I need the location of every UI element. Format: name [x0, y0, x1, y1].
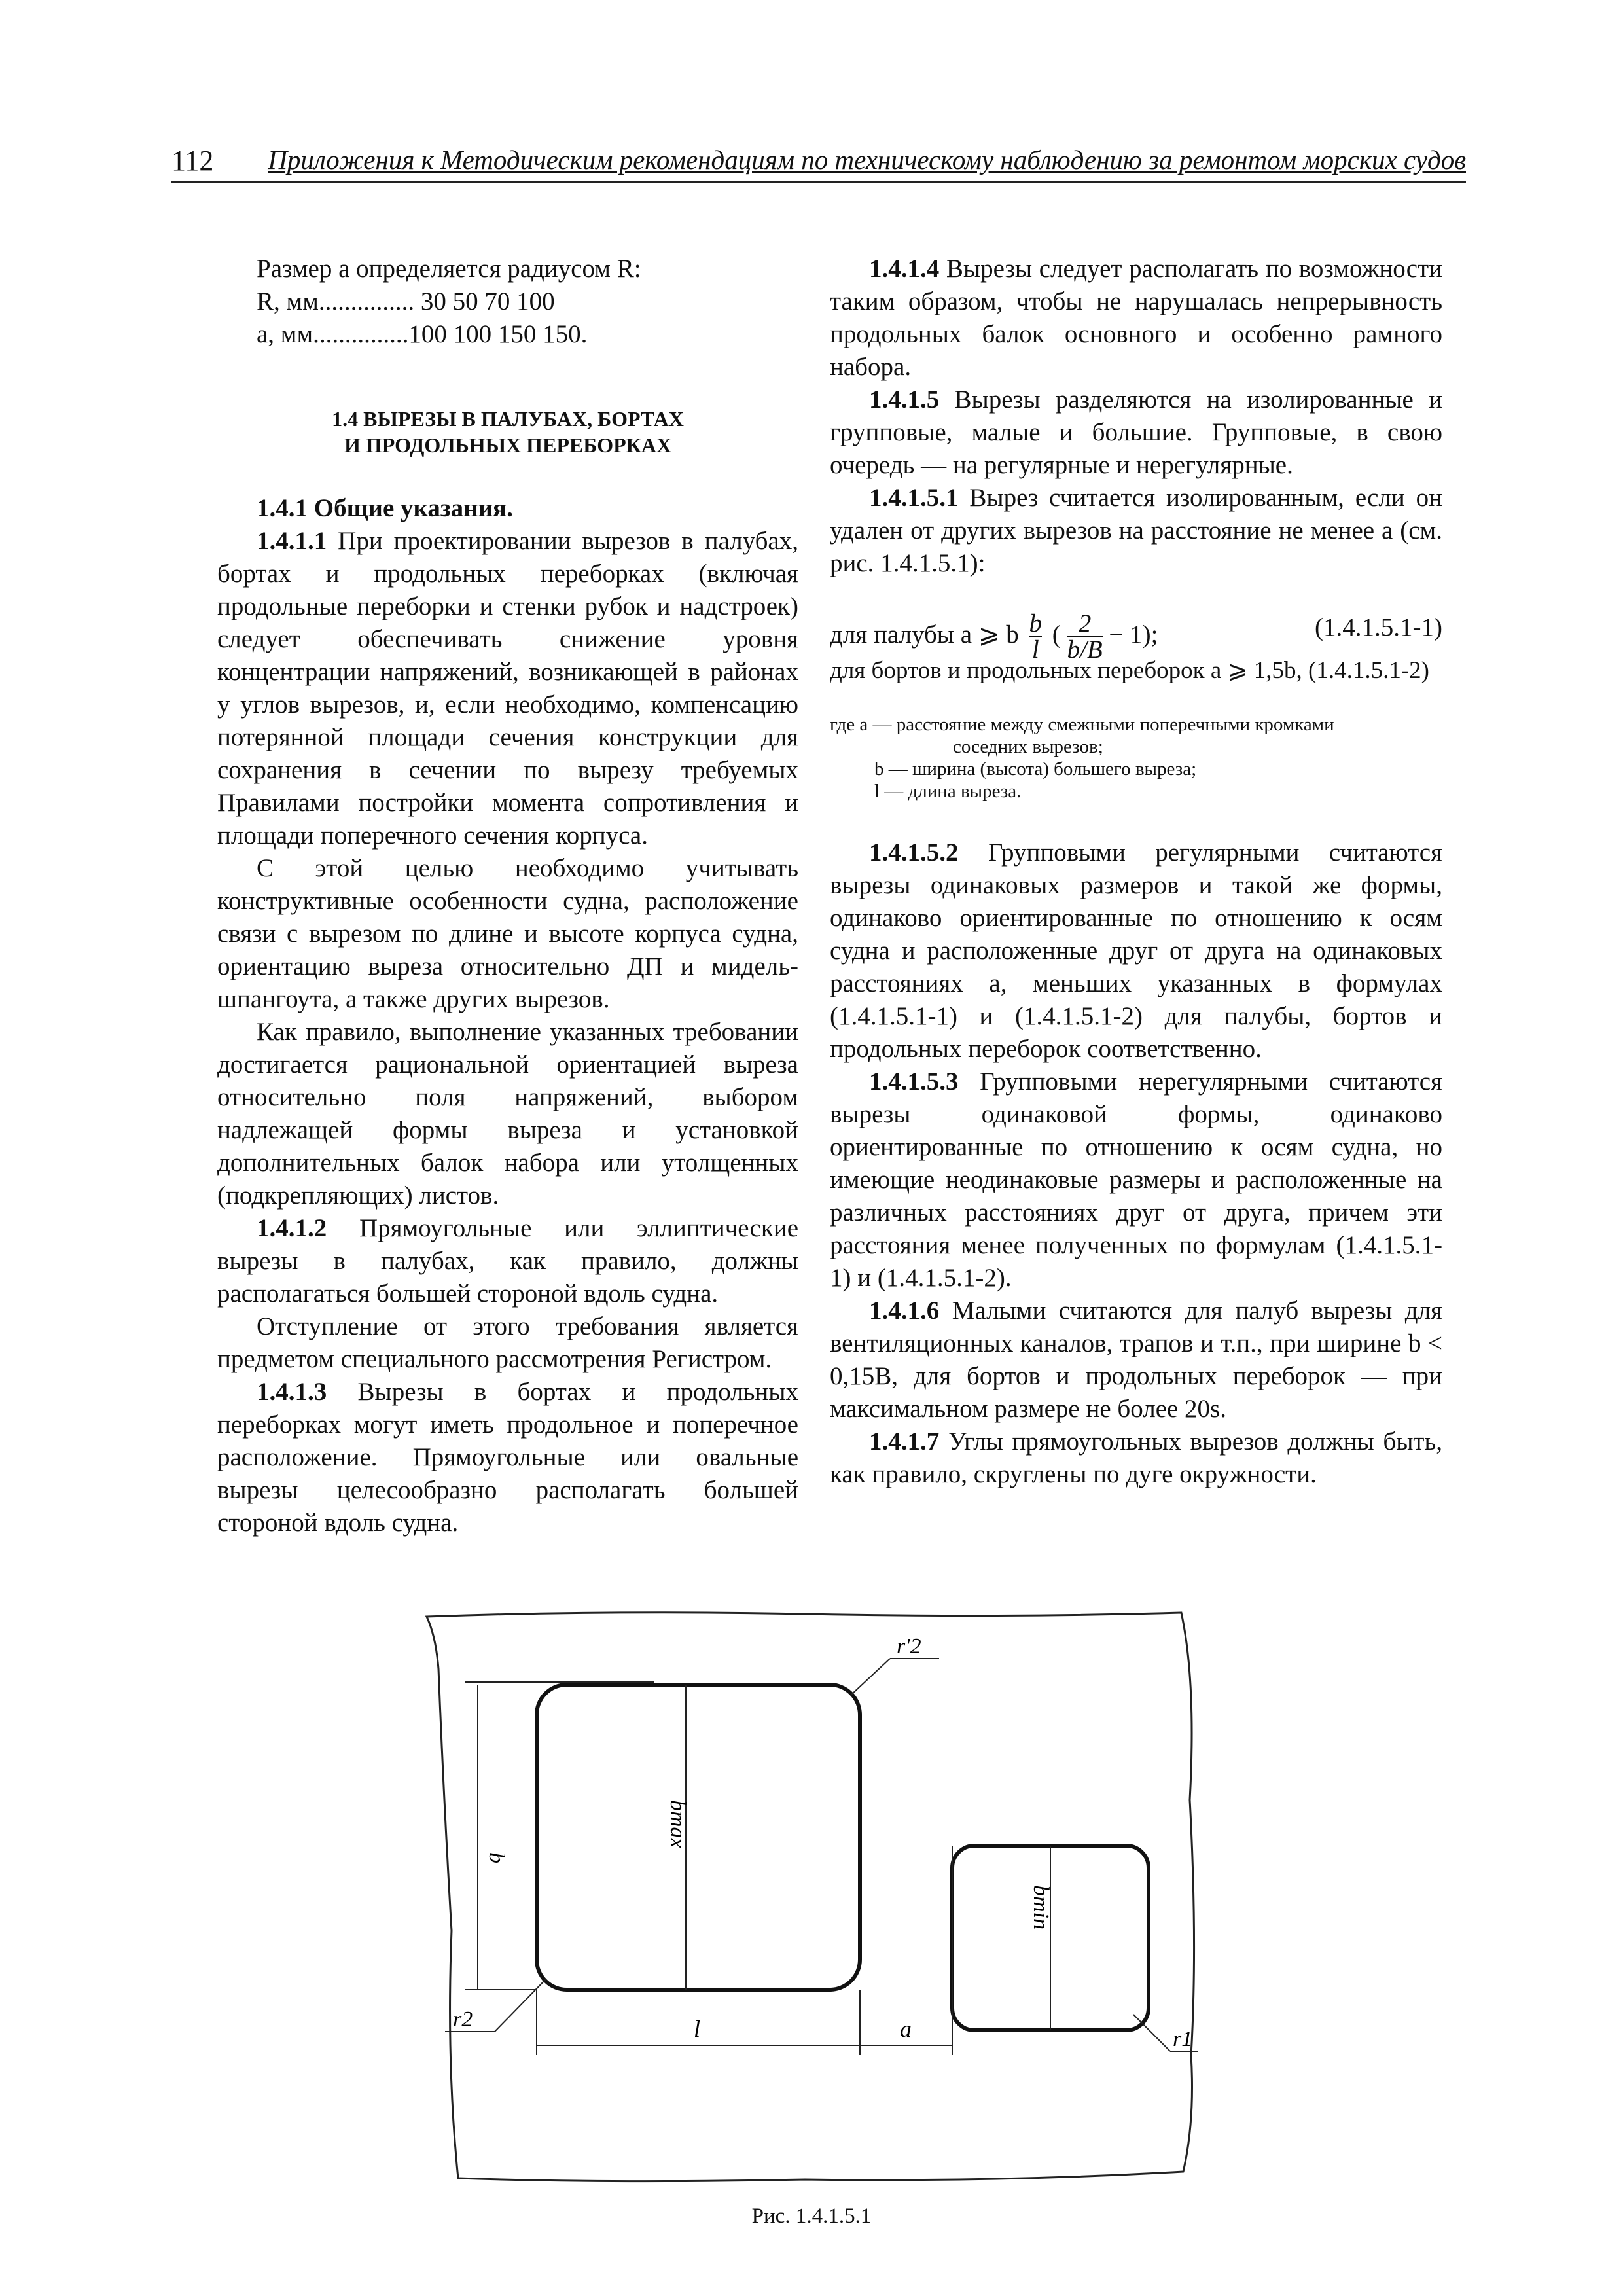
paragraph-purpose: С этой целью необходимо учитывать конструктивные особенности судна, расположение связи с вырезом по длине и высоте корпуса судна, ориентацию выреза относительно ДП и мидель-шпангоута, а также других вырезов.	[217, 854, 798, 1013]
clause-number: 1.4.1.5.3	[869, 1067, 959, 1096]
formula-deck	[830, 596, 1442, 664]
label-r1: r1	[1173, 2027, 1193, 2051]
fraction-b-over-l	[1029, 611, 1043, 662]
legend-b: b — ширина (высота) большего выреза;	[874, 759, 1197, 780]
formula-sides: для бортов и продольных переборок a ⩾ 1,5b, (1.4.1.5.1-2)	[830, 657, 1430, 684]
label-a: a	[900, 2016, 912, 2042]
fraction-denominator: b/B	[1067, 636, 1103, 664]
sizes-row-r: R, мм............... 30 50 70 100	[257, 287, 555, 315]
sizes-intro: Размер а определяется радиусом R:	[257, 255, 641, 283]
label-b: b	[484, 1852, 508, 1863]
formula-number: (1.4.1.5.1-1)	[1315, 613, 1442, 641]
label-bmin: bmin	[1029, 1885, 1053, 1929]
page-header	[171, 143, 1466, 183]
section-title	[217, 406, 798, 458]
formula-prefix: для палубы a ⩾ b	[830, 620, 1019, 649]
clause-text: Вырез считается изолированным, если он удален от других вырезов на расстояние не менее a (см. рис. 1.4.1.5.1):	[830, 484, 1442, 577]
fraction-numerator: 2	[1067, 611, 1103, 637]
legend-l: l — длина выреза.	[874, 781, 1022, 802]
label-bmax: bmax	[666, 1800, 690, 1848]
clause-text: Вырезы в бортах и продольных переборках могут иметь продольное и поперечное расположение. Прямоугольные или овальные вырезы целесообразно располагать большей стороной вдоль судна.	[217, 1378, 798, 1537]
running-title: Приложения к Методическим рекомендациям по техническому наблюдению за ремонтом морских судов	[268, 145, 1466, 175]
legend-a-cont: соседних вырезов;	[953, 736, 1103, 757]
section-title-line-2: И ПРОДОЛЬНЫХ ПЕРЕБОРКАХ	[344, 433, 672, 457]
legend-a: где a — расстояние между смежными поперечными кромками	[830, 714, 1334, 735]
fraction-denominator: l	[1031, 636, 1039, 664]
large-cutout	[537, 1685, 860, 1990]
clause-text: Углы прямоугольных вырезов должны быть, как правило, скруглены по дуге окружности.	[830, 1427, 1442, 1488]
paragraph-1-4-1-3	[217, 1376, 798, 1539]
paragraph-1-4-1-6	[830, 1295, 1442, 1426]
clause-number: 1.4.1.5.2	[869, 838, 959, 867]
paragraph-1-4-1-5	[830, 384, 1442, 482]
sizes-row-a: a, мм...............100 100 150 150.	[257, 320, 588, 348]
clause-number: 1.4.1.6	[869, 1297, 940, 1325]
clause-text: Вырезы следует располагать по возможности таким образом, чтобы не нарушалась непрерывность продольных балок основного и особенно рамного набора.	[830, 255, 1442, 381]
formula-deck-expression	[830, 611, 1158, 662]
paragraph-deviation: Отступление от этого требования является предметом специального рассмотрения Регистром.	[217, 1312, 798, 1373]
clause-text: Малыми считаются для палуб вырезы для вентиляционных каналов, трапов и т.п., при ширине b < 0,15B, для бортов и продольных переборок — при максимальном размере не более 20s.	[830, 1297, 1442, 1423]
clause-number: 1.4.1.1	[257, 527, 327, 555]
clause-number: 1.4.1.7	[869, 1427, 940, 1456]
paragraph-rule: Как правило, выполнение указанных требовании достигается рациональной ориентацией выреза относительно поля напряжений, выбором надлежащей формы выреза и установкой дополнительных балок набора или утолщенных (подкрепляющих) листов.	[217, 1018, 798, 1210]
label-l: l	[694, 2016, 701, 2042]
clause-number: 1.4.1.5	[869, 386, 940, 414]
leader-r1	[1133, 2015, 1170, 2051]
formula-open-paren: (	[1052, 620, 1061, 649]
paragraph-1-4-1-5-1	[830, 482, 1442, 580]
paragraph-1-4-1-5-2	[830, 836, 1442, 1066]
clause-number: 1.4.1.5.1	[869, 484, 959, 512]
label-r2-prime: r′2	[897, 1634, 921, 1659]
sizes-table	[217, 253, 798, 351]
page-number: 112	[171, 145, 214, 177]
clause-number: 1.4.1.3	[257, 1378, 327, 1406]
paragraph-1-4-1-2	[217, 1212, 798, 1310]
fraction-2-over-bB	[1067, 611, 1103, 662]
clause-text: При проектировании вырезов в палубах, бортах и продольных переборках (включая продольные переборки и стенки рубок и надстроек) следует обеспечивать снижение уровня концентрации напряжений, возникающей в районах у углов вырезов, и, если необходимо, компенсацию потерянной площади сечения конструкции для сохранения в сечении по вырезу требуемых Правилами постройки момента сопротивления и площади поперечного сечения корпуса.	[217, 527, 798, 850]
clause-text: Вырезы разделяются на изолированные и групповые, малые и большие. Групповые, в свою очередь — на регулярные и нерегулярные.	[830, 386, 1442, 479]
formula-tail: − 1);	[1109, 620, 1158, 649]
clause-text: Групповыми регулярными считаются вырезы одинаковых размеров и такой же формы, одинаково ориентированные по отношению к осям судна и расположенные друг от друга на одинаковых расстояниях а, меньших указанных в формулах (1.4.1.5.1-1) и (1.4.1.5.1-2) для палубы, бортов и продольных переборок соответственно.	[830, 838, 1442, 1063]
left-column	[217, 253, 798, 1539]
paragraph-1-4-1-7	[830, 1426, 1442, 1491]
leader-r2-prime	[851, 1659, 890, 1695]
clause-text: Групповыми нерегулярными считаются вырезы одинаковой формы, одинаково ориентированные по отношению к осям судна, но имеющие неодинаковые размеры и расположенные на различных расстояниях друг от друга, причем эти расстояния менее полученных по формулам (1.4.1.5.1-1) и (1.4.1.5.1-2).	[830, 1067, 1442, 1292]
fraction-numerator: b	[1029, 609, 1042, 637]
clause-number: 1.4.1.4	[869, 255, 940, 283]
cutouts-figure	[412, 1604, 1217, 2193]
section-title-line-1: 1.4 ВЫРЕЗЫ В ПАЛУБАХ, БОРТАХ	[332, 407, 684, 431]
formula-legend	[830, 713, 1442, 802]
clause-number: 1.4.1.2	[257, 1214, 327, 1242]
clause-text: Прямоугольные или эллиптические вырезы в палубах, как правило, должны располагаться большей стороной вдоль судна.	[217, 1214, 798, 1308]
subsection-heading: 1.4.1 Общие указания.	[257, 494, 513, 522]
paragraph-1-4-1-4	[830, 253, 1442, 384]
paragraph-1-4-1-1	[217, 525, 798, 852]
right-column	[830, 253, 1442, 1491]
label-r2: r2	[453, 2007, 473, 2032]
paragraph-1-4-1-5-3	[830, 1066, 1442, 1295]
leader-r2	[495, 1979, 546, 2032]
figure-caption: Рис. 1.4.1.5.1	[751, 2204, 872, 2228]
